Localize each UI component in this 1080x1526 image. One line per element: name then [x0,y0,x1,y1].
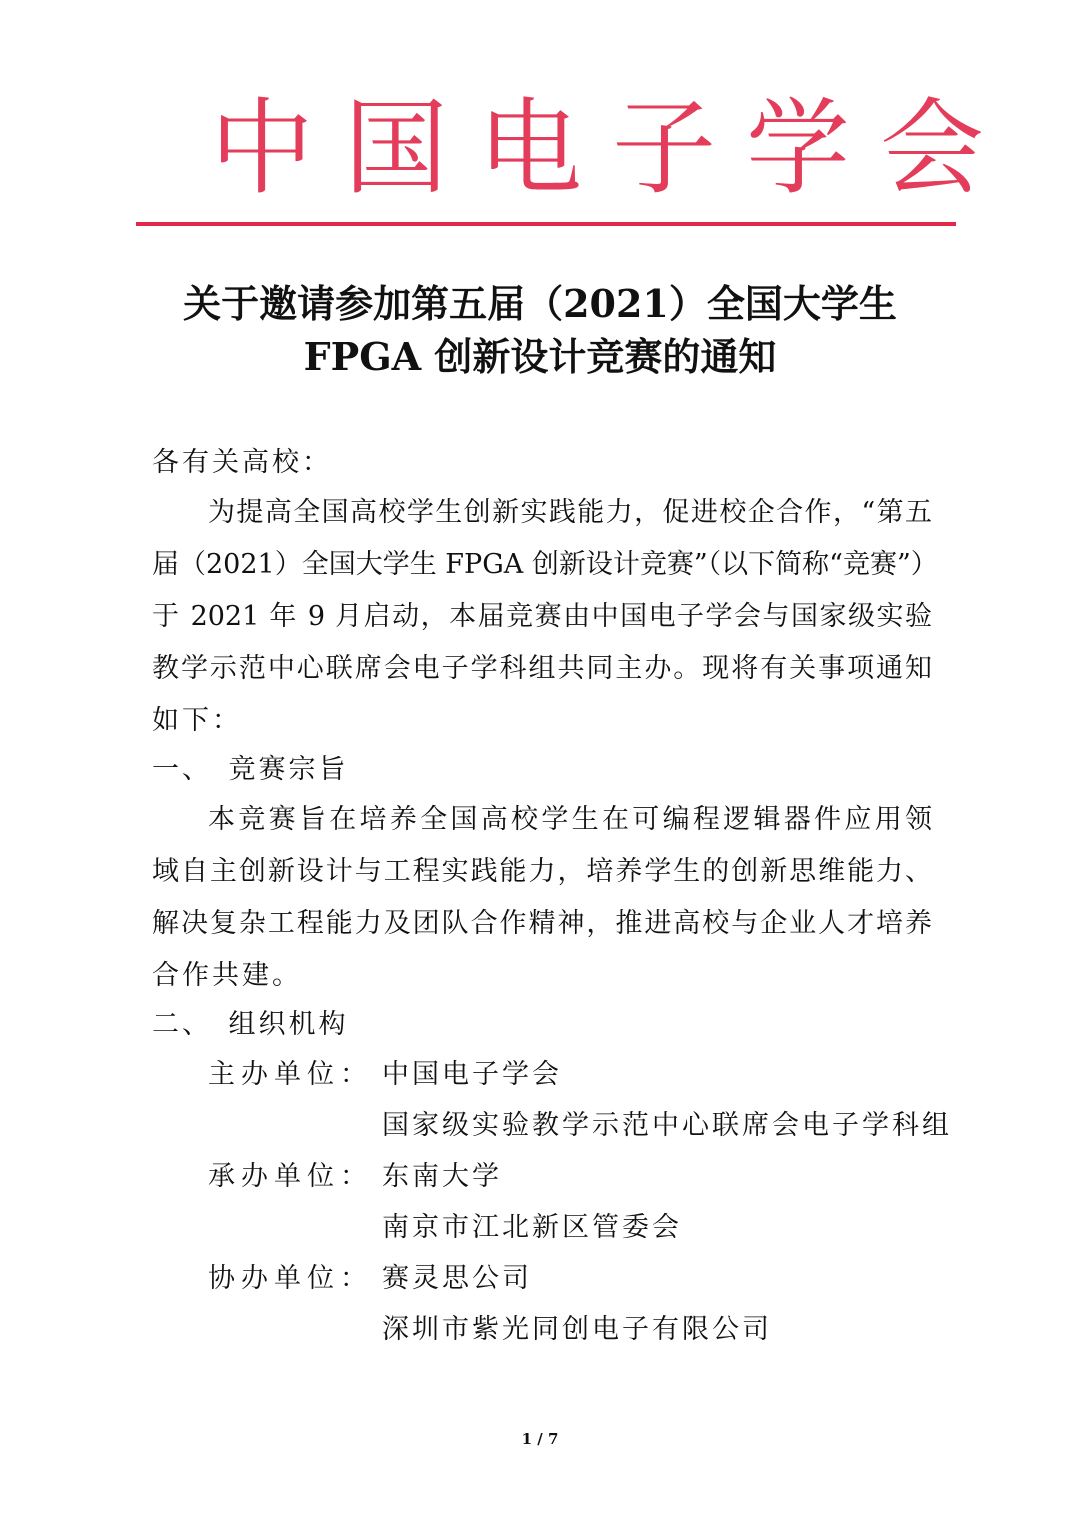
host-1: 东南大学 [382,1161,502,1192]
page-number: 1 / 7 [521,1430,559,1448]
organizer-2: 国家级实验教学示范中心联席会电子学科组 [382,1110,952,1141]
organizer-label: 主办单位： [208,1059,373,1090]
section-1-line-2: 域自主创新设计与工程实践能力，培养学生的创新思维能力、 [152,856,932,887]
section-1-line-1: 本竞赛旨在培养全国高校学生在可编程逻辑器件应用领 [208,804,932,835]
intro-line-1: 为提高全国高校学生创新实践能力，促进校企合作，“第五 [208,497,932,528]
co-organizer-2: 深圳市紫光同创电子有限公司 [382,1314,772,1345]
letterhead-red-rule [136,222,956,226]
salutation: 各有关高校： [152,447,332,478]
co-organizer-label: 协办单位： [208,1263,373,1294]
section-1-line-4: 合作共建。 [152,960,302,991]
co-organizer-1: 赛灵思公司 [382,1263,532,1294]
intro-line-4: 教学示范中心联席会电子学科组共同主办。现将有关事项通知 [152,653,932,684]
host-2: 南京市江北新区管委会 [382,1212,682,1243]
section-2-heading: 二、 组织机构 [152,1009,349,1040]
document-title-line-1: 关于邀请参加第五届（2021）全国大学生 [183,281,897,326]
intro-line-3: 于 2021 年 9 月启动，本届竞赛由中国电子学会与国家级实验 [152,601,932,632]
host-label: 承办单位： [208,1161,373,1192]
organizer-1: 中国电子学会 [382,1059,562,1090]
intro-line-5: 如下： [152,705,242,736]
section-1-heading: 一、 竞赛宗旨 [152,754,349,785]
document-title-line-2: FPGA 创新设计竞赛的通知 [303,334,777,379]
letterhead-org-name: 中国电子学会 [210,87,1015,209]
section-1-line-3: 解决复杂工程能力及团队合作精神，推进高校与企业人才培养 [152,908,932,939]
intro-line-2: 届（2021）全国大学生 FPGA 创新设计竞赛”（以下简称“竞赛”） [152,549,938,580]
